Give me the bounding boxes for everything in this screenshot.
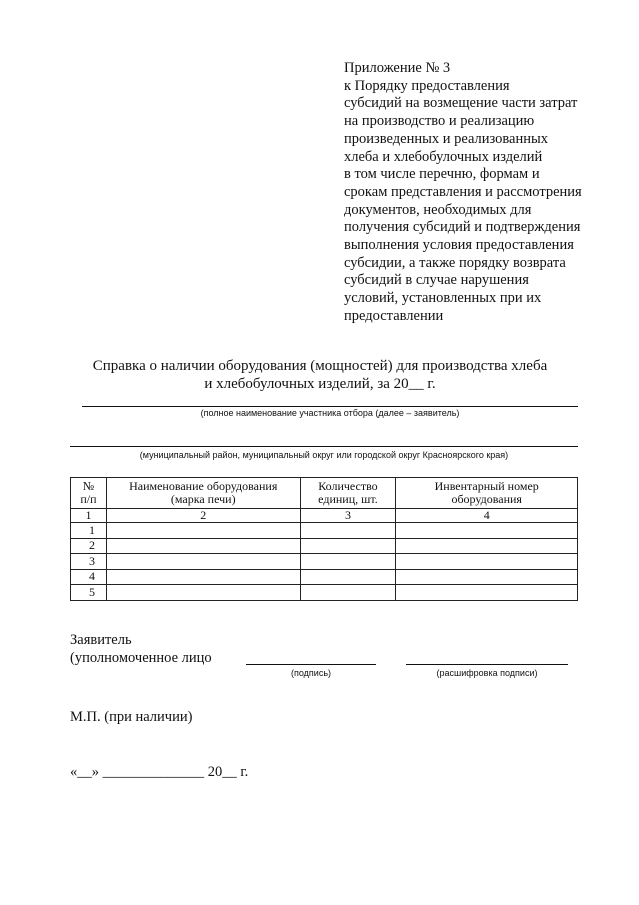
row-index: 1: [71, 523, 107, 539]
appendix-line: хлеба и хлебобулочных изделий: [344, 148, 543, 165]
appendix-line: субсидии, а также порядку возврата: [344, 254, 566, 271]
table-header-row: [71, 478, 578, 509]
date-line: «__» ______________ 20__ г.: [70, 764, 249, 780]
row-index: 2: [71, 538, 107, 554]
inventory-number-cell[interactable]: [396, 569, 578, 585]
quantity-cell[interactable]: [300, 523, 396, 539]
title-line-2: и хлебобулочных изделий, за 20__ г.: [204, 376, 436, 392]
appendix-line: на производство и реализацию: [344, 113, 535, 130]
document-title: [60, 357, 580, 393]
applicant-label: Заявитель: [70, 632, 132, 648]
appendix-line: предоставлении: [344, 307, 444, 324]
table-row: [71, 554, 578, 570]
column-number: 3: [300, 509, 396, 523]
inventory-number-cell[interactable]: [396, 523, 578, 539]
appendix-line: в том числе перечню, формам и: [344, 166, 540, 183]
column-number: 4: [396, 509, 578, 523]
municipality-line: [70, 446, 578, 447]
equipment-name-cell[interactable]: [106, 523, 300, 539]
appendix-line: документов, необходимых для: [344, 201, 532, 218]
header-quantity: Количество единиц, шт.: [300, 478, 396, 509]
authorized-person-label: (уполномоченное лицо: [70, 650, 212, 666]
header-equipment-name: Наименование оборудования (марка печи): [106, 478, 300, 509]
appendix-line: субсидий в случае нарушения: [344, 272, 529, 289]
equipment-name-cell[interactable]: [106, 569, 300, 585]
signature-line[interactable]: [246, 664, 376, 665]
table-row: [71, 523, 578, 539]
appendix-line: к Порядку предоставления: [344, 77, 510, 94]
participant-name-line: [82, 406, 578, 407]
row-index: 4: [71, 569, 107, 585]
municipality-caption: (муниципальный район, муниципальный округ или городской округ Красноярского края): [139, 450, 509, 460]
header-number: № п/п: [71, 478, 107, 509]
equipment-name-cell[interactable]: [106, 585, 300, 601]
signature-caption: (подпись): [290, 668, 332, 678]
column-number: 2: [106, 509, 300, 523]
appendix-line: срокам представления и рассмотрения: [344, 183, 582, 200]
signature-decode-caption: (расшифровка подписи): [436, 668, 538, 678]
quantity-cell[interactable]: [300, 554, 396, 570]
appendix-line: произведенных и реализованных: [344, 130, 549, 147]
appendix-line: Приложение № 3: [344, 60, 451, 76]
title-line-1: Справка о наличии оборудования (мощностей) для производства хлеба: [92, 358, 548, 374]
appendix-line: условий, установленных при их: [344, 290, 542, 307]
equipment-name-cell[interactable]: [106, 554, 300, 570]
table-row: [71, 569, 578, 585]
inventory-number-cell[interactable]: [396, 538, 578, 554]
column-number-row: [71, 509, 578, 523]
header-inventory-number: Инвентарный номер оборудования: [396, 478, 578, 509]
table-row: [71, 585, 578, 601]
appendix-block: [344, 60, 634, 326]
appendix-line: получения субсидий и подтверждения: [344, 219, 581, 236]
quantity-cell[interactable]: [300, 585, 396, 601]
equipment-name-cell[interactable]: [106, 538, 300, 554]
stamp-label: М.П. (при наличии): [70, 709, 193, 725]
appendix-line: субсидий на возмещение части затрат: [344, 95, 578, 112]
quantity-cell[interactable]: [300, 538, 396, 554]
row-index: 5: [71, 585, 107, 601]
quantity-cell[interactable]: [300, 569, 396, 585]
equipment-table: [70, 477, 578, 601]
inventory-number-cell[interactable]: [396, 554, 578, 570]
table-row: [71, 538, 578, 554]
appendix-line: выполнения условия предоставления: [344, 237, 574, 254]
row-index: 3: [71, 554, 107, 570]
signature-decode-line[interactable]: [406, 664, 568, 665]
column-number: 1: [71, 509, 107, 523]
participant-caption: (полное наименование участника отбора (далее – заявитель): [200, 408, 460, 418]
inventory-number-cell[interactable]: [396, 585, 578, 601]
